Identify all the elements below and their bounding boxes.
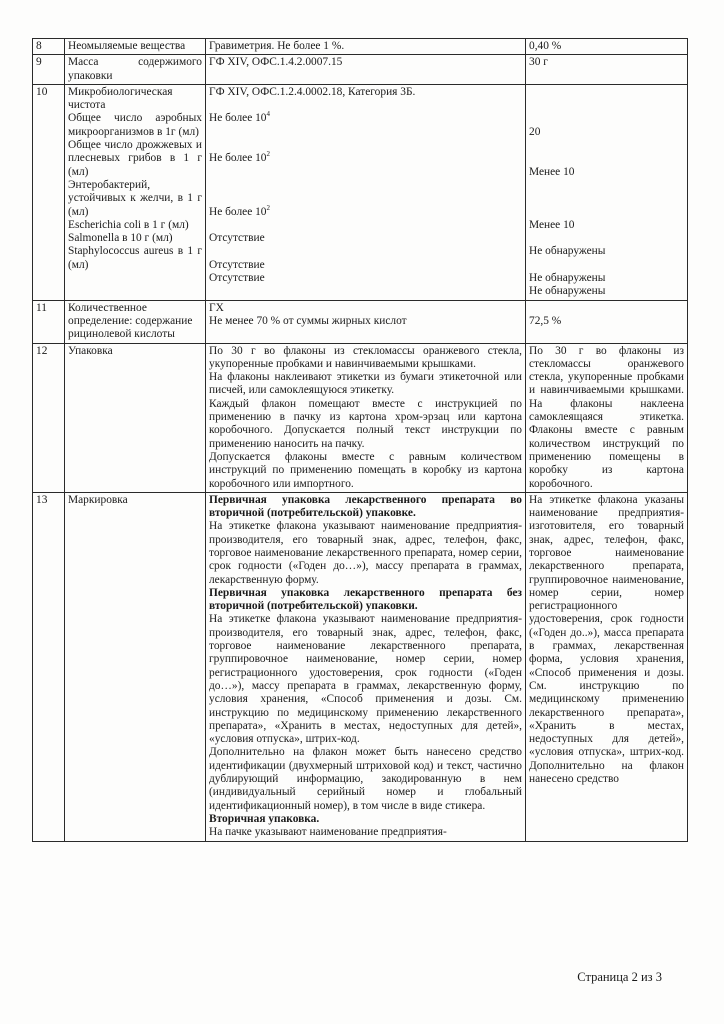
micro-result: Не обнаружены xyxy=(529,285,606,298)
micro-result: Менее 10 xyxy=(529,165,575,178)
micro-item-name: Общее число дрожжевых и плесневых грибов в 1 г (мл) xyxy=(68,139,202,178)
labeling-paragraph: На этикетке флакона указывают наименование предприятия-производителя, его товарный знак, адрес, телефон, факс, торговое наименование лекарственного препарата, группировочное наименование, номер серии, номер регистрационного удостоверения, срок годности («Годен до…»), массу препарата в граммах, лекарственную форму, условия хранения, «Способ применения и дозы. См. инструкцию по медицинскому применению лекарственного препарата», «Хранить в местах, недоступных для детей», «условия отпуска», штрих-код. xyxy=(209,613,522,746)
parameter-name: Масса содержимого упаковки xyxy=(65,55,206,85)
micro-limit: Отсутствие xyxy=(209,258,265,271)
micro-method: ГФ XIV, ОФС.1.2.4.0002.18, Категория 3Б. xyxy=(209,85,416,98)
micro-limit: Не более $10^2$ xyxy=(209,150,271,165)
result-cell xyxy=(526,300,688,343)
table-row xyxy=(33,39,688,55)
packaging-paragraph: По 30 г во флаконы из стекломассы оранжевого стекла, укупоренные пробками и навинчиваемыми крышками. xyxy=(209,344,522,370)
micro-item-name: Общее число аэробных микроорганизмов в 1г (мл) xyxy=(68,112,202,138)
micro-item-name: Escherichia coli в 1 г (мл) xyxy=(68,218,189,231)
result-cell: По 30 г во флаконы из стекломассы оранжевого стекла, укупоренные пробками и навинчиваемыми крышками. На флаконы наклеена самоклеящаяся этикетка. Флаконы вместе с равным количеством инструкций по применению помещены в коробку из картона коробочного. xyxy=(526,343,688,492)
labeling-heading: Первичная упаковка лекарственного препарата во вторичной (потребительской) упаковке. xyxy=(209,493,522,520)
method-cell xyxy=(206,343,526,492)
method-cell xyxy=(206,300,526,343)
row-number: 8 xyxy=(33,39,65,55)
micro-item-name: Salmonella в 10 г (мл) xyxy=(68,232,173,245)
row-number: 12 xyxy=(33,343,65,492)
micro-limit: Не более $10^4$ xyxy=(209,110,271,125)
row-number: 11 xyxy=(33,300,65,343)
row-number: 10 xyxy=(33,84,65,300)
result-cell: 30 г xyxy=(526,55,688,85)
labeling-paragraph: Дополнительно на флакон может быть нанесено средство идентификации (двухмерный штриховой код) и текст, частично дублирующий информацию, закодированную в нем (индивидуальный серийный номер и глобальный идентификационный номер), в том числе в виде стикера. xyxy=(209,746,522,812)
table-row xyxy=(33,300,688,343)
result-cell xyxy=(526,84,688,300)
packaging-paragraph: На флаконы наклеивают этикетки из бумаги этикеточной или писчей, или самоклеящуюся этикетку. xyxy=(209,371,522,397)
table-row xyxy=(33,343,688,492)
table-row xyxy=(33,84,688,300)
specification-table xyxy=(32,38,688,842)
micro-result: Не обнаружены xyxy=(529,272,606,285)
packaging-paragraph: Каждый флакон помещают вместе с инструкцией по применению в пачку из картона хром-эрзац или картона коробочного. Допускается полный текст инструкции по применению наносить на пачку. xyxy=(209,397,522,450)
assay-result: 72,5 % xyxy=(529,314,562,327)
page-number: Страница 2 из 3 xyxy=(577,970,662,984)
parameter-name: Количественное определение: содержание рицинолевой кислоты xyxy=(65,300,206,343)
packaging-paragraph: Допускается флаконы вместе с равным количеством инструкций по применению помещать в коробку из картона коробочного или импортного. xyxy=(209,450,522,490)
row-number: 9 xyxy=(33,55,65,85)
micro-limit: Отсутствие xyxy=(209,272,265,285)
assay-method: ГХ xyxy=(209,301,224,314)
micro-limit: Не более $10^2$ xyxy=(209,203,271,218)
assay-limit: Не менее 70 % от суммы жирных кислот xyxy=(209,314,407,327)
labeling-heading: Первичная упаковка лекарственного препарата без вторичной (потребительской) упаковки. xyxy=(209,586,522,613)
parameter-name: Маркировка xyxy=(65,492,206,841)
result-cell: 0,40 % xyxy=(526,39,688,55)
parameter-name xyxy=(65,84,206,300)
parameter-name: Упаковка xyxy=(65,343,206,492)
result-cell: На этикетке флакона указаны наименование предприятия-изготовителя, его товарный знак, адрес, телефон, факс, торговое наименование лекарственного препарата, группировочное наименование, номер серии, номер регистрационного удостоверения, срок годности («Годен до..»), масса препарата в граммах, лекарственная форма, условия хранения, «Способ применения и дозы. См. инструкцию по медицинскому применению лекарственного препарата», «Хранить в местах, недоступных для детей», «условия отпуска», штрих-код. Дополнительно на флакон нанесено средство xyxy=(526,492,688,841)
parameter-name: Неомыляемые вещества xyxy=(65,39,206,55)
micro-title: Микробиологическая чистота xyxy=(68,85,173,112)
table-row xyxy=(33,55,688,85)
labeling-heading: Вторичная упаковка. xyxy=(209,812,320,825)
micro-item-name: Staphylococcus aureus в 1 г (мл) xyxy=(68,245,202,271)
micro-item-name: Энтеробактерий, устойчивых к желчи, в 1 г (мл) xyxy=(68,178,202,218)
method-cell: Гравиметрия. Не более 1 %. xyxy=(206,39,526,55)
micro-limit: Отсутствие xyxy=(209,232,265,245)
row-number: 13 xyxy=(33,492,65,841)
method-cell xyxy=(206,84,526,300)
micro-result: 20 xyxy=(529,125,541,138)
labeling-paragraph: На пачке указывают наименование предприятия- xyxy=(209,826,447,839)
micro-result: Менее 10 xyxy=(529,218,575,231)
labeling-paragraph: На этикетке флакона указывают наименование предприятия-производителя, его товарный знак, адрес, телефон, факс, торговое наименование лекарственного препарата, номер серии, срок годности («Годен до…»), массу препарата в граммах, лекарственную форму. xyxy=(209,520,522,586)
method-cell xyxy=(206,492,526,841)
micro-result: Не обнаружены xyxy=(529,245,606,258)
table-row xyxy=(33,492,688,841)
method-cell: ГФ XIV, ОФС.1.4.2.0007.15 xyxy=(206,55,526,85)
